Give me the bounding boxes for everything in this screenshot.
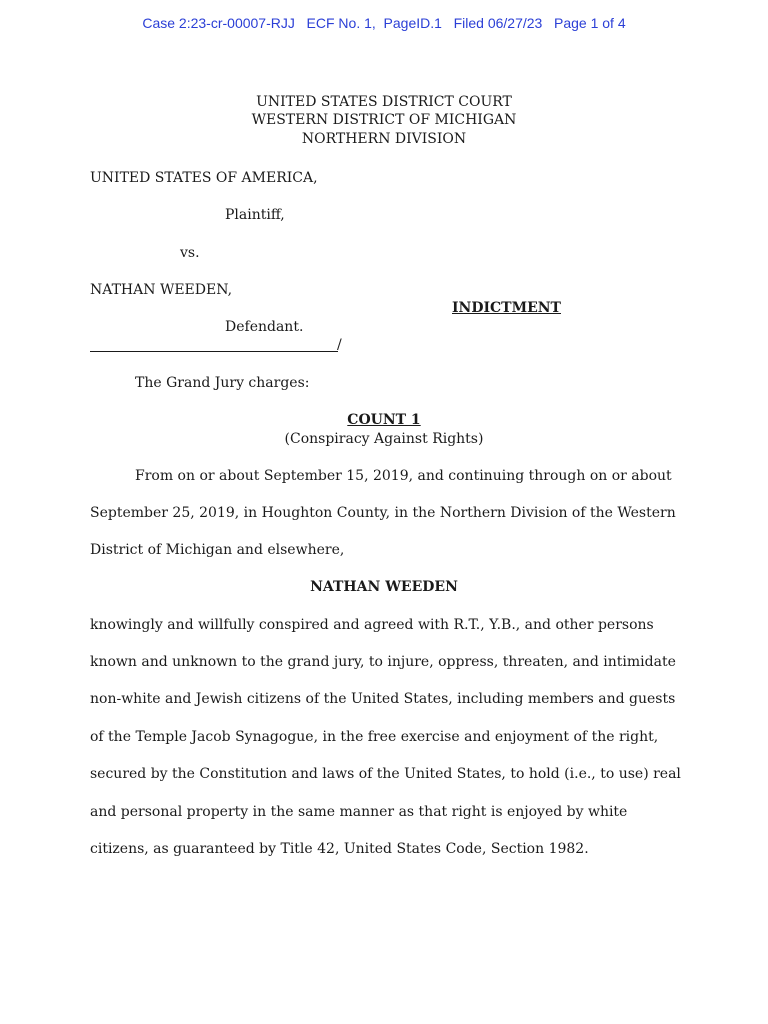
caption-divider (90, 351, 338, 352)
versus-label: vs. (180, 245, 200, 261)
paragraph2-line: citizens, as guaranteed by Title 42, United States Code, Section 1982. (90, 841, 589, 857)
paragraph1-line: September 25, 2019, in Houghton County, in the Northern Division of the Western (90, 505, 676, 521)
count-heading: COUNT 1 (347, 412, 421, 428)
plaintiff-name: UNITED STATES OF AMERICA, (90, 170, 318, 186)
paragraph2-line: non-white and Jewish citizens of the United States, including members and guests (90, 691, 676, 707)
filing-header-stamp: Case 2:23-cr-00007-RJJ ECF No. 1, PageID.1 Filed 06/27/23 Page 1 of 4 (142, 15, 626, 31)
paragraph1-line: District of Michigan and elsewhere, (90, 542, 345, 558)
court-district: WESTERN DISTRICT OF MICHIGAN (251, 112, 517, 128)
paragraph2-line: secured by the Constitution and laws of the United States, to hold (i.e., to use) real (90, 766, 681, 782)
plaintiff-role: Plaintiff, (225, 207, 285, 223)
paragraph1-line: From on or about September 15, 2019, and continuing through on or about (135, 468, 672, 484)
paragraph2-line: and personal property in the same manner as that right is enjoyed by white (90, 804, 628, 820)
defendant-role: Defendant. (225, 319, 304, 335)
defendant-name: NATHAN WEEDEN, (90, 282, 233, 298)
paragraph2-line: known and unknown to the grand jury, to injure, oppress, threaten, and intimidate (90, 654, 676, 670)
court-name: UNITED STATES DISTRICT COURT (256, 94, 512, 110)
document-type-title: INDICTMENT (452, 300, 561, 316)
caption-divider-slash: / (337, 337, 342, 353)
court-division: NORTHERN DIVISION (301, 131, 467, 147)
grand-jury-intro: The Grand Jury charges: (135, 375, 310, 391)
paragraph2-line: knowingly and willfully conspired and agreed with R.T., Y.B., and other persons (90, 617, 654, 633)
count-subheading: (Conspiracy Against Rights) (284, 431, 484, 447)
paragraph2-line: of the Temple Jacob Synagogue, in the free exercise and enjoyment of the right, (90, 729, 659, 745)
defendant-heading: NATHAN WEEDEN (310, 579, 458, 595)
